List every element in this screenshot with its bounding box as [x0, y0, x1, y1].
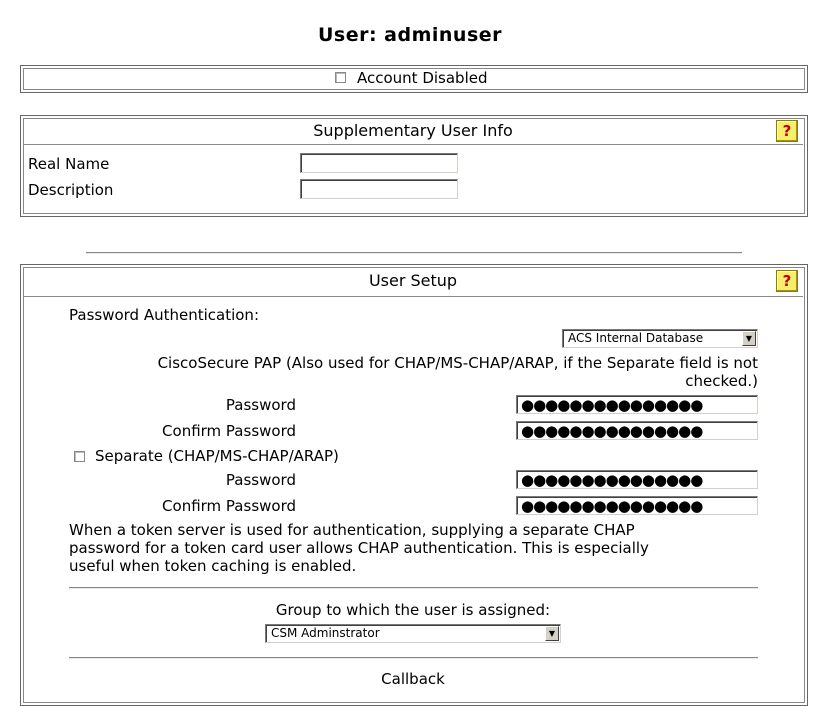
chevron-down-icon[interactable]: ▼	[545, 626, 559, 641]
separate-confirm-password-field[interactable]: ●●●●●●●●●●●●●●●	[516, 496, 758, 515]
divider	[69, 587, 758, 589]
real-name-label: Real Name	[28, 155, 110, 173]
description-field[interactable]	[300, 179, 458, 199]
supplementary-header-text: Supplementary User Info	[313, 121, 513, 140]
real-name-field[interactable]	[300, 153, 458, 173]
account-disabled-label: Account Disabled	[357, 69, 488, 87]
auth-database-select[interactable]	[562, 329, 758, 348]
callback-label: Callback	[381, 670, 445, 688]
separate-checkbox[interactable]	[74, 451, 85, 462]
password-field[interactable]: ●●●●●●●●●●●●●●●	[516, 395, 758, 414]
account-disabled-checkbox[interactable]	[335, 72, 346, 83]
confirm-password-label: Confirm Password	[162, 422, 296, 440]
group-select[interactable]	[265, 624, 561, 643]
auth-database-selected: ACS Internal Database	[568, 331, 704, 345]
separate-label: Separate (CHAP/MS-CHAP/ARAP)	[95, 447, 339, 465]
description-label: Description	[28, 181, 114, 199]
section-divider	[86, 252, 742, 254]
token-note-line2: password for a token card user allows CHAP authentication. This is especially	[69, 539, 649, 557]
page-title: User: adminuser	[317, 24, 503, 46]
group-label: Group to which the user is assigned:	[275, 601, 551, 619]
help-icon[interactable]: ?	[776, 120, 798, 142]
pap-description-line2: checked.)	[685, 372, 758, 390]
group-selected: CSM Adminstrator	[271, 626, 380, 640]
divider	[69, 657, 758, 659]
chevron-down-icon[interactable]: ▼	[742, 331, 756, 346]
password-auth-label: Password Authentication:	[69, 306, 259, 324]
user-setup-header	[23, 267, 803, 297]
token-note-line1: When a token server is used for authentication, supplying a separate CHAP	[69, 521, 635, 539]
supplementary-header	[23, 118, 803, 145]
password-label: Password	[225, 396, 296, 414]
token-note-line3: useful when token caching is enabled.	[69, 557, 357, 575]
separate-password-label: Password	[225, 471, 296, 489]
separate-password-field[interactable]: ●●●●●●●●●●●●●●●	[516, 470, 758, 489]
confirm-password-field[interactable]: ●●●●●●●●●●●●●●●	[516, 421, 758, 440]
separate-confirm-password-label: Confirm Password	[162, 497, 296, 515]
help-icon[interactable]: ?	[776, 270, 798, 292]
user-setup-header-text: User Setup	[368, 271, 458, 290]
pap-description-line1: CiscoSecure PAP (Also used for CHAP/MS-CHAP/ARAP, if the Separate field is not	[157, 354, 758, 372]
